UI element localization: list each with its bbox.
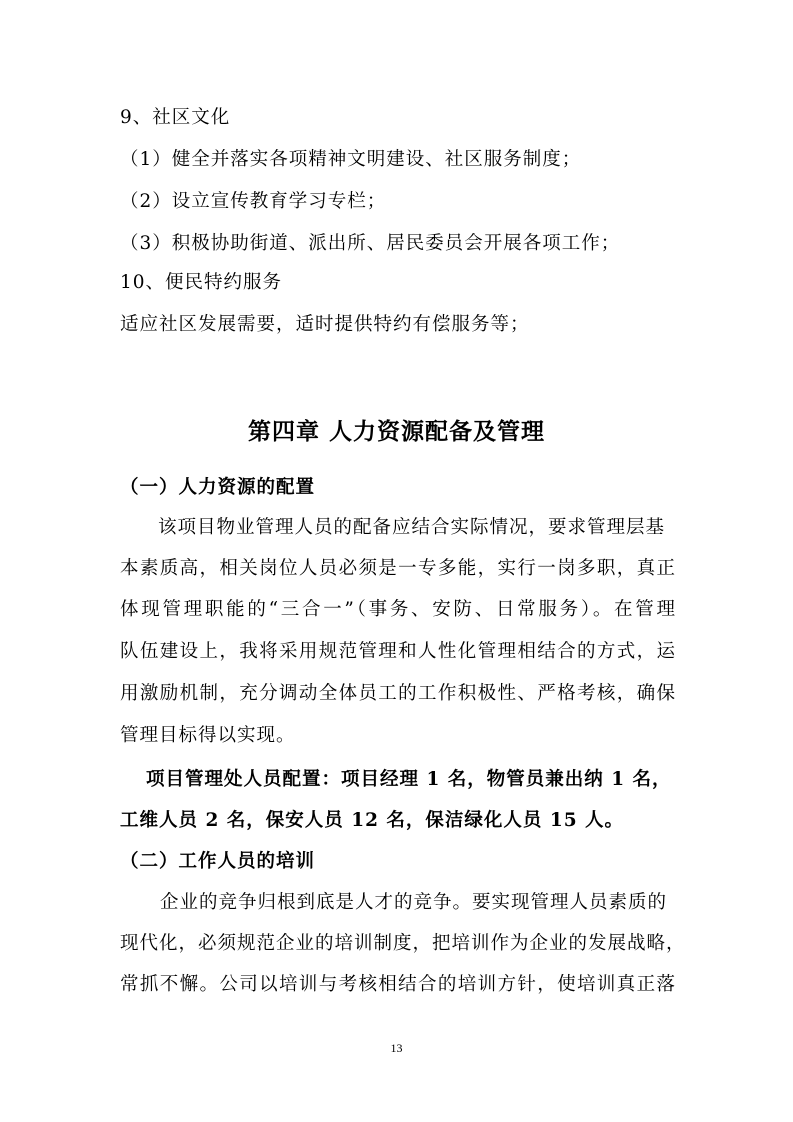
- section9-title: 9、社区文化: [120, 107, 231, 128]
- paragraph-line: 该项目物业管理人员的配备应结合实际情况，要求管理层基: [158, 517, 666, 538]
- subsection-title: （二）工作人员的培训: [120, 851, 316, 872]
- paragraph-line: 常抓不懈。公司以培训与考核相结合的培训方针，使培训真正落: [120, 974, 676, 995]
- paragraph-line: 用激励机制，充分调动全体员工的工作积极性、严格考核，确保: [120, 683, 676, 704]
- section9-item: （3）积极协助街道、派出所、居民委员会开展各项工作；: [120, 233, 621, 254]
- subsection-title: （一）人力资源的配置: [120, 477, 316, 498]
- section9-item: （2）设立宣传教育学习专栏；: [120, 191, 387, 212]
- staffing-line: 项目管理处人员配置：项目经理 1 名，物管员兼出纳 1 名，: [146, 769, 672, 790]
- page-number: 13: [390, 1041, 403, 1055]
- paragraph-line: 体现管理职能的“三合一”（事务、安防、日常服务）。在管理: [120, 599, 676, 620]
- paragraph-line: 队伍建设上，我将采用规范管理和人性化管理相结合的方式，运: [120, 641, 676, 662]
- staffing-line: 工维人员 2 名，保安人员 12 名，保洁绿化人员 15 人。: [120, 810, 625, 831]
- paragraph-line: 现代化，必须规范企业的培训制度，把培训作为企业的发展战略，: [120, 933, 686, 954]
- section10-text: 适应社区发展需要，适时提供特约有偿服务等；: [120, 314, 530, 335]
- paragraph-line: 管理目标得以实现。: [120, 725, 296, 746]
- paragraph-line: 企业的竞争归根到底是人才的竞争。要实现管理人员素质的: [160, 892, 668, 913]
- section10-title: 10、便民特约服务: [120, 272, 283, 293]
- section9-item: （1）健全并落实各项精神文明建设、社区服务制度；: [120, 149, 582, 170]
- paragraph-line: 本素质高，相关岗位人员必须是一专多能，实行一岗多职，真正: [120, 558, 676, 579]
- chapter-title: 第四章 人力资源配备及管理: [247, 418, 545, 445]
